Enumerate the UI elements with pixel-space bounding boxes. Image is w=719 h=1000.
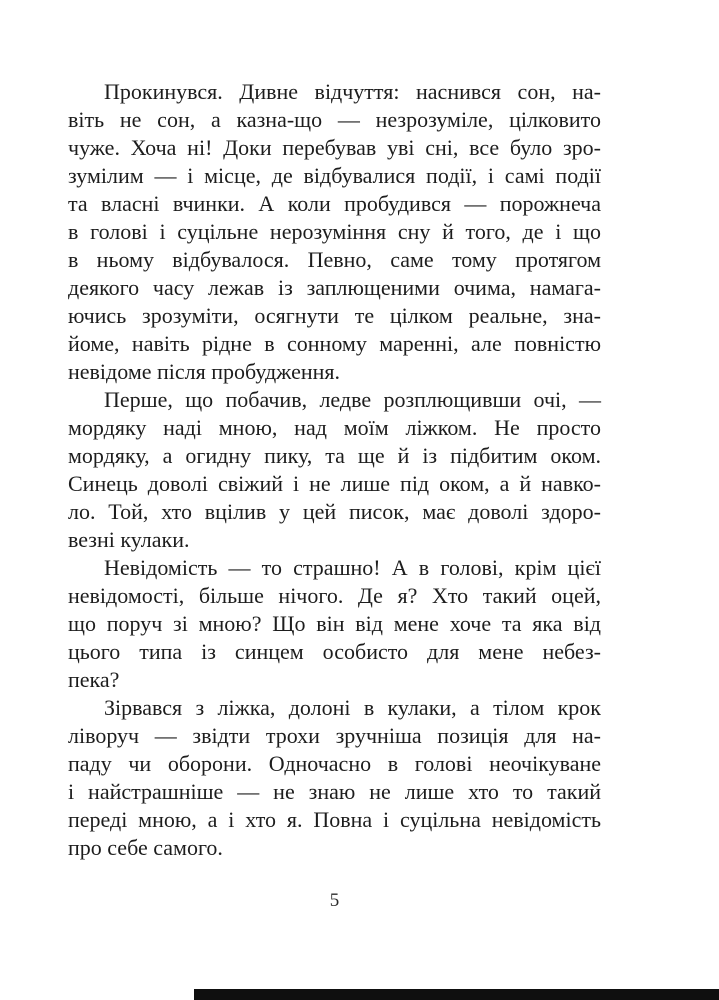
text-line: ючись зрозуміти, осягнути те цілком реальне, зна- (68, 303, 601, 328)
text-line: та власні вчинки. А коли пробудився — порожнеча (68, 191, 601, 216)
text-line: Синець доволі свіжий і не лише під оком, а й навко- (68, 471, 601, 496)
text-line: ліворуч — звідти трохи зручніша позиція для на- (68, 723, 601, 748)
text-line: в ньому відбувалося. Певно, саме тому протягом (68, 247, 601, 272)
text-line: везні кулаки. (68, 527, 190, 552)
body-text (68, 78, 601, 862)
page-number: 5 (329, 890, 340, 911)
text-line: зумілим — і місце, де відбувалися події, і самі події (68, 163, 601, 188)
text-line: про себе самого. (68, 835, 223, 860)
text-line: мордяку, а огидну пику, та ще й із підбитим оком. (68, 443, 601, 468)
text-line: що поруч зі мною? Що він від мене хоче та яка від (68, 611, 601, 636)
text-line: йоме, навіть рідне в сонному маренні, але повністю (68, 331, 601, 356)
text-line: деякого часу лежав із заплющеними очима, намага- (68, 275, 601, 300)
text-line: пека? (68, 667, 120, 692)
text-line: ло. Той, хто вцілив у цей писок, має доволі здоро- (68, 499, 601, 524)
paragraph (68, 554, 601, 694)
text-line: в голові і суцільне нерозуміння сну й того, де і що (68, 219, 601, 244)
text-line: Перше, що побачив, ледве розплющивши очі, — (104, 387, 601, 412)
text-line: переді мною, а і хто я. Повна і суцільна невідомість (68, 807, 601, 832)
text-line: Зірвався з ліжка, долоні в кулаки, а тілом крок (104, 695, 601, 720)
text-line: цього типа із синцем особисто для мене небез- (68, 639, 601, 664)
text-line: невідомості, більше нічого. Де я? Хто такий оцей, (68, 583, 601, 608)
text-line: і найстрашніше — не знаю не лише хто то такий (68, 779, 601, 804)
paragraph (68, 386, 601, 554)
text-line: чуже. Хоча ні! Доки перебував уві сні, все було зро- (68, 135, 601, 160)
text-line: Прокинувся. Дивне відчуття: наснився сон, на- (104, 79, 601, 104)
text-line: віть не сон, а казна-що — незрозуміле, цілковито (68, 107, 601, 132)
text-line: мордяку наді мною, над моїм ліжком. Не просто (68, 415, 601, 440)
bottom-bar (194, 989, 719, 1000)
paragraph (68, 694, 601, 862)
paragraph (68, 78, 601, 386)
text-line: паду чи оборони. Одночасно в голові неочікуване (68, 751, 601, 776)
text-line: Невідомість — то страшно! А в голові, крім цієї (104, 555, 601, 580)
text-line: невідоме після пробудження. (68, 359, 341, 384)
